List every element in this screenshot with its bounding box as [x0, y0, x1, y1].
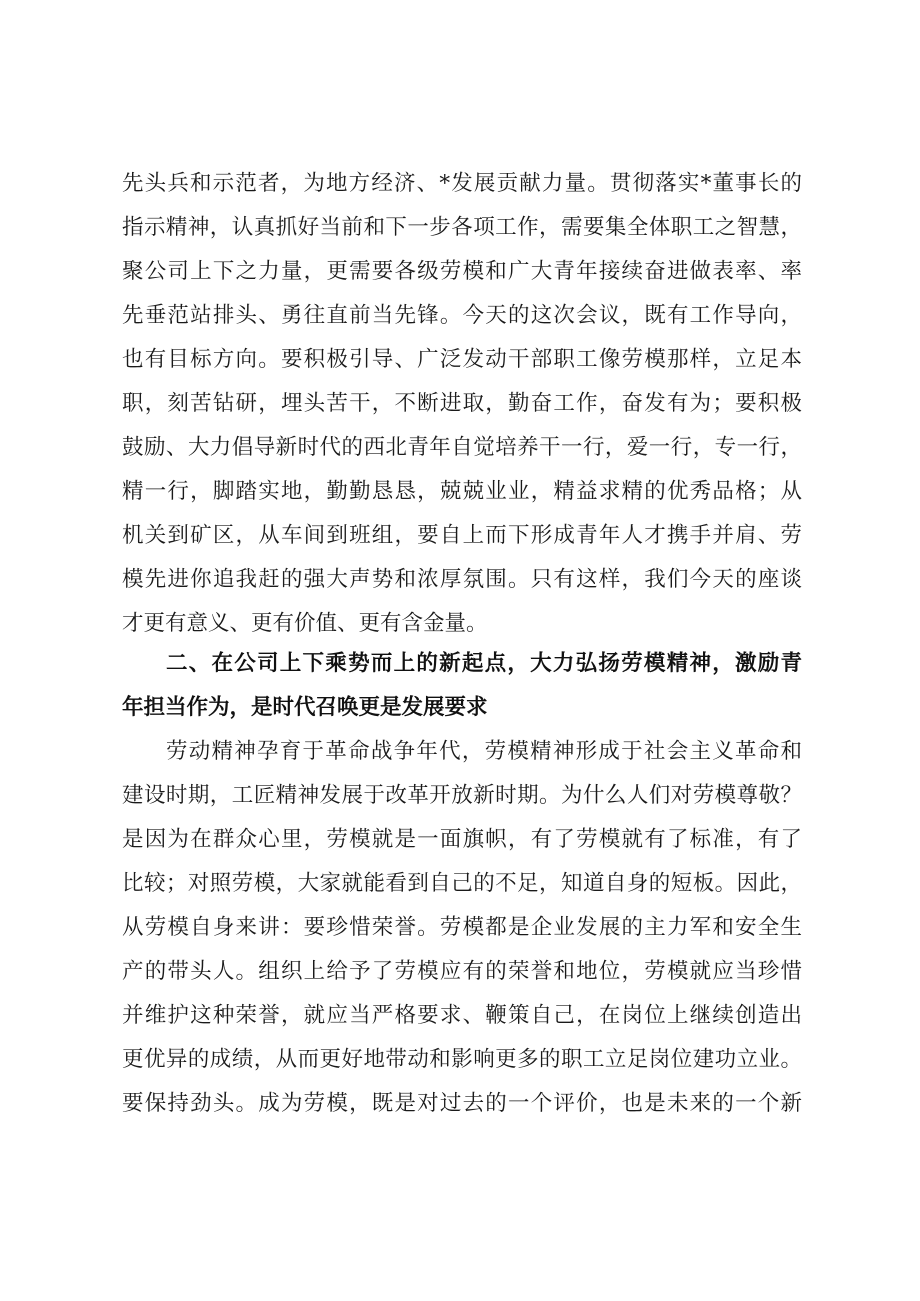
text-line: 先垂范站排头、勇往直前当先锋。今天的这次会议，既有工作导向， — [122, 303, 802, 328]
text-line: 模先进你追我赶的强大声势和浓厚氛围。只有这样，我们今天的座谈 — [122, 567, 802, 592]
section-heading — [122, 642, 802, 730]
heading-line: 二、在公司上下乘势而上的新起点，大力弘扬劳模精神，激励青 — [166, 651, 802, 676]
text-line: 精一行，脚踏实地，勤勤恳恳，兢兢业业，精益求精的优秀品格；从 — [122, 479, 802, 504]
text-line: 更优异的成绩，从而更好地带动和影响更多的职工立足岗位建功立业。 — [122, 1047, 802, 1072]
text-line: 是因为在群众心里，劳模就是一面旗帜，有了劳模就有了标准，有了 — [122, 827, 802, 852]
text-line: 劳动精神孕育于革命战争年代，劳模精神形成于社会主义革命和 — [166, 739, 802, 764]
text-line: 产的带头人。组织上给予了劳模应有的荣誉和地位，劳模就应当珍惜 — [122, 959, 802, 984]
heading-line: 年担当作为，是时代召唤更是发展要求 — [122, 695, 488, 720]
text-line: 并维护这种荣誉，就应当严格要求、鞭策自己，在岗位上继续创造出 — [122, 1003, 802, 1028]
text-line: 职，刻苦钻研，埋头苦干，不断进取，勤奋工作，奋发有为；要积极 — [122, 391, 802, 416]
text-line: 建设时期，工匠精神发展于改革开放新时期。为什么人们对劳模尊敬？ — [122, 783, 802, 808]
text-line: 比较；对照劳模，大家就能看到自己的不足，知道自身的短板。因此， — [122, 871, 802, 896]
text-line: 鼓励、大力倡导新时代的西北青年自觉培养干一行，爱一行，专一行， — [122, 435, 802, 460]
text-line: 机关到矿区，从车间到班组，要自上而下形成青年人才携手并肩、劳 — [122, 523, 802, 548]
text-line: 才更有意义、更有价值、更有含金量。 — [122, 611, 488, 636]
text-line: 指示精神，认真抓好当前和下一步各项工作，需要集全体职工之智慧， — [122, 215, 802, 240]
text-line: 先头兵和示范者，为地方经济、*发展贡献力量。贯彻落实*董事长的 — [122, 171, 802, 196]
text-line: 从劳模自身来讲：要珍惜荣誉。劳模都是企业发展的主力军和安全生 — [122, 915, 802, 940]
text-line: 要保持劲头。成为劳模，既是对过去的一个评价，也是未来的一个新 — [122, 1091, 802, 1116]
text-line: 也有目标方向。要积极引导、广泛发动干部职工像劳模那样，立足本 — [122, 347, 802, 372]
text-line: 聚公司上下之力量，更需要各级劳模和广大青年接续奋进做表率、率 — [122, 259, 802, 284]
body-paragraph-1 — [122, 162, 802, 646]
body-paragraph-2 — [122, 730, 802, 1126]
